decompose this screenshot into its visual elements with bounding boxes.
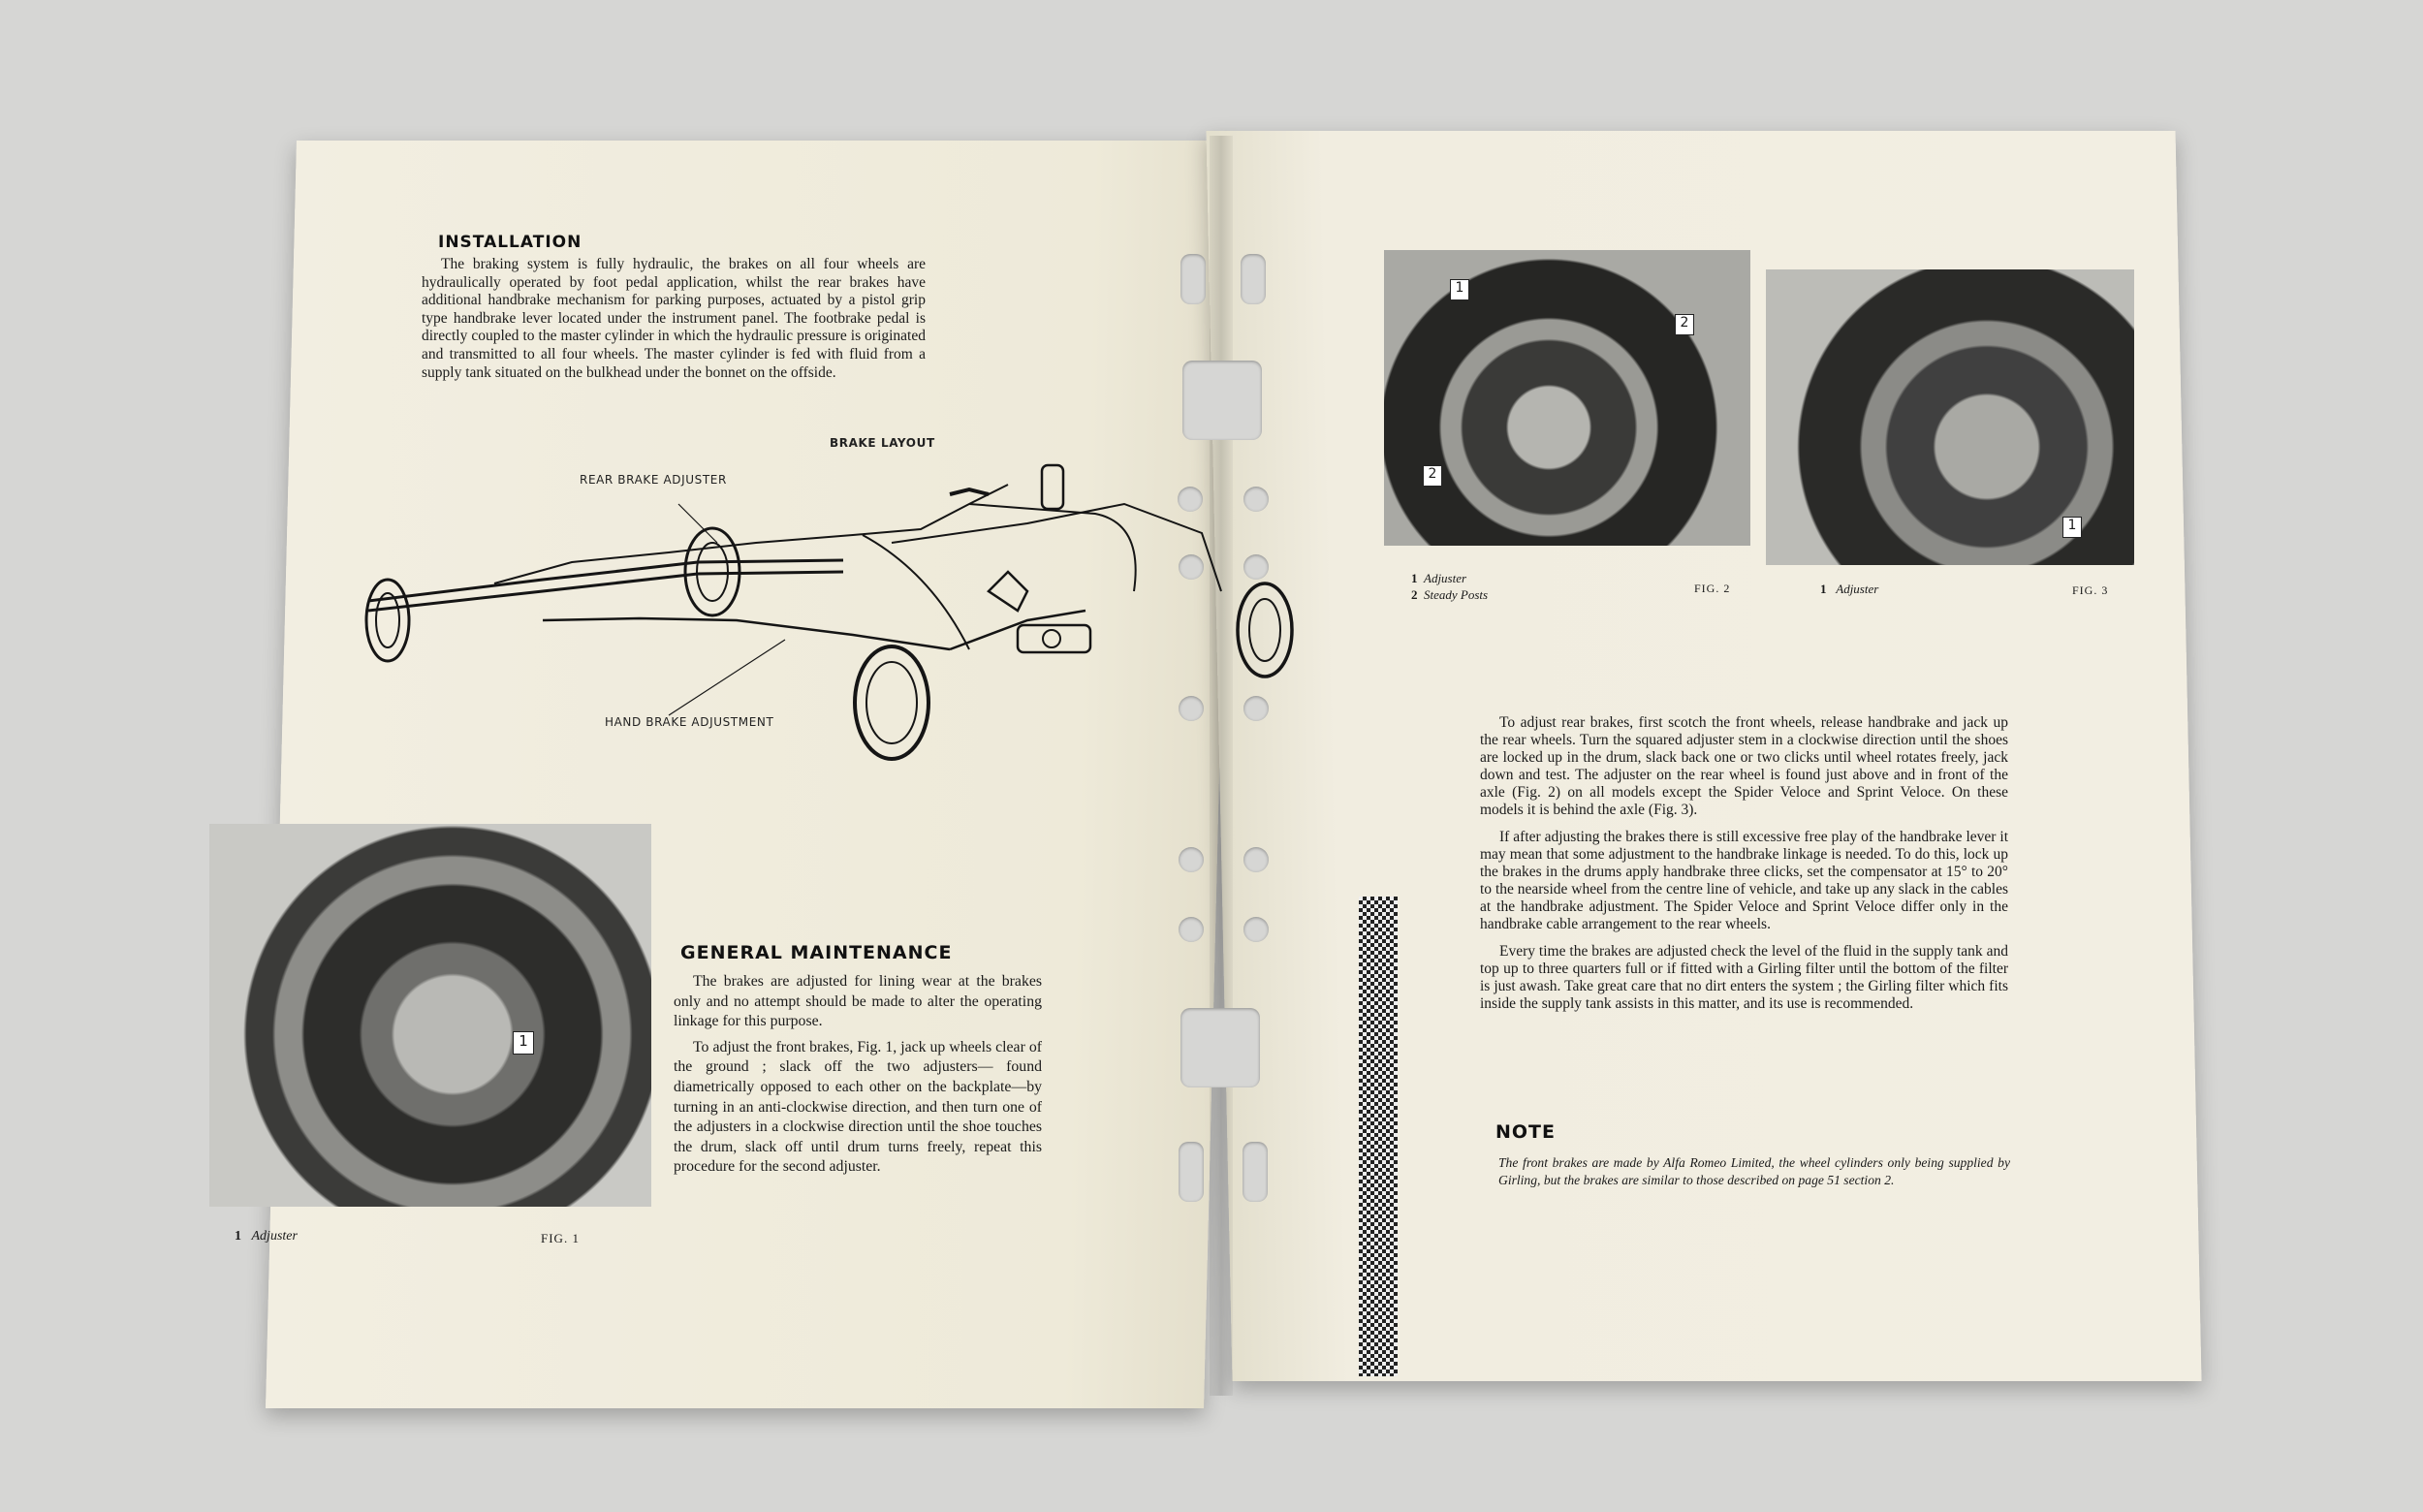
fig1-label: FIG. 1 [541,1231,580,1245]
fig2-label: FIG. 2 [1694,582,1731,595]
note-text: The front brakes are made by Alfa Romeo Limited, the wheel cylinders only being supplied by Girling, but the brakes are similar to those described on page 51 section 2. [1498,1155,2010,1187]
rear-adjustment-text [1480,714,2008,1019]
fig2-caption-2-num: 2 [1411,587,1418,602]
fig2-caption-2-text: Steady Posts [1424,587,1489,602]
binder-slot [1179,1142,1204,1202]
fig2-photo [1384,250,1750,546]
fig1-callout: 1 [513,1031,534,1055]
binder-hole [1243,847,1269,872]
brake-layout-title: BRAKE LAYOUT [830,436,935,450]
binder-slot [1182,361,1262,440]
fig2-caption [1411,570,1488,603]
binder-slot [1243,1142,1268,1202]
binder-slot [1180,254,1206,304]
fig1-photo [209,824,651,1207]
fig2-caption-row-1 [1411,570,1488,586]
fig1-caption-text: Adjuster [251,1229,298,1244]
fig3-callout: 1 [2062,517,2082,538]
note-heading: NOTE [1495,1121,1556,1143]
general-maintenance-heading: GENERAL MAINTENANCE [680,942,953,963]
checkerboard-marker [1359,897,1398,1376]
binder-slot [1241,254,1266,304]
binder-slot [1180,1008,1260,1087]
fig1-caption-num: 1 [235,1229,241,1244]
fig3-label: FIG. 3 [2072,583,2109,597]
general-maintenance-text [674,972,1042,1183]
general-paragraph-1: The brakes are adjusted for lining wear at the brakes only and no attempt should be made to alter the operating linkage for this purpose. [674,973,1042,1030]
fig3-caption-text: Adjuster [1836,582,1879,596]
fig2-callout-2b: 2 [1423,465,1442,487]
binder-hole [1179,847,1204,872]
binder-hole [1243,917,1269,942]
rear-paragraph-2: If after adjusting the brakes there is still excessive free play of the handbrake lever it may mean that some adjustment to the handbrake linkage is needed. To do this, lock up the brakes in the drums apply handbrake three clicks, set the compensator at 15° to 20° to the nearside wheel from the centre line of vehicle, and take up any slack in the cables at the handbrake adjustment. The Spider Veloce and Sprint Veloce differ only in the handbrake cable arrangement to the rear wheels. [1480,829,2008,932]
rear-paragraph-1: To adjust rear brakes, first scotch the front wheels, release handbrake and jack up the rear wheels. Turn the squared adjuster stem in a clockwise direction until the shoes are locked up in the drum, slack back one or two clicks until wheel rotates freely, jack down and test. The adjuster on the rear wheel is found just above and in front of the axle (Fig. 2) on all models except the Spider Veloce and Sprint Veloce. On these models it is behind the axle (Fig. 3). [1480,714,2008,818]
fig2-callout-1: 1 [1450,279,1469,300]
fig3-caption [1820,582,1878,597]
fig3-photo [1766,269,2134,565]
fig2-caption-row-2 [1411,586,1488,603]
fig2-caption-1-text: Adjuster [1424,571,1467,585]
hand-brake-adjustment-label: HAND BRAKE ADJUSTMENT [605,715,774,729]
rear-brake-adjuster-label: REAR BRAKE ADJUSTER [580,473,727,487]
general-paragraph-2: To adjust the front brakes, Fig. 1, jack up wheels clear of the ground ; slack off the two adjusters— found diametrically opposed to each other on the backplate—by turning in an anti-clockwise direction, and then turn one of the adjusters in a clockwise direction until the shoe touches the drum, slack off until drum turns freely, repeat this procedure for the second adjuster. [674,1038,1042,1176]
installation-text [422,256,926,388]
installation-heading: INSTALLATION [438,233,582,252]
fig3-caption-num: 1 [1820,582,1827,596]
installation-paragraph: The braking system is fully hydraulic, the brakes on all four wheels are hydraulically operated by foot pedal application, whilst the rear brakes have additional handbrake mechanism for parking purposes, actuated by a pistol grip type handbrake lever located under the instrument panel. The footbrake pedal is directly coupled to the master cylinder in which the hydraulic pressure is originated and transmitted to all four wheels. The master cylinder is fed with fluid from a supply tank situated on the bulkhead under the bonnet on the offside. [422,256,926,381]
fig1-caption [235,1229,298,1244]
fig2-callout-2a: 2 [1675,314,1694,335]
binder-hole [1179,917,1204,942]
rear-paragraph-3: Every time the brakes are adjusted check the level of the fluid in the supply tank and top up to three quarters full or if fitted with a Girling filter until the bottom of the filter is just awash. Take great care that no dirt enters the system ; the Girling filter which fits inside the supply tank assists in this matter, and its use is recommended. [1480,943,2008,1012]
fig2-caption-1-num: 1 [1411,571,1418,585]
brake-layout-diagram [349,446,1357,775]
